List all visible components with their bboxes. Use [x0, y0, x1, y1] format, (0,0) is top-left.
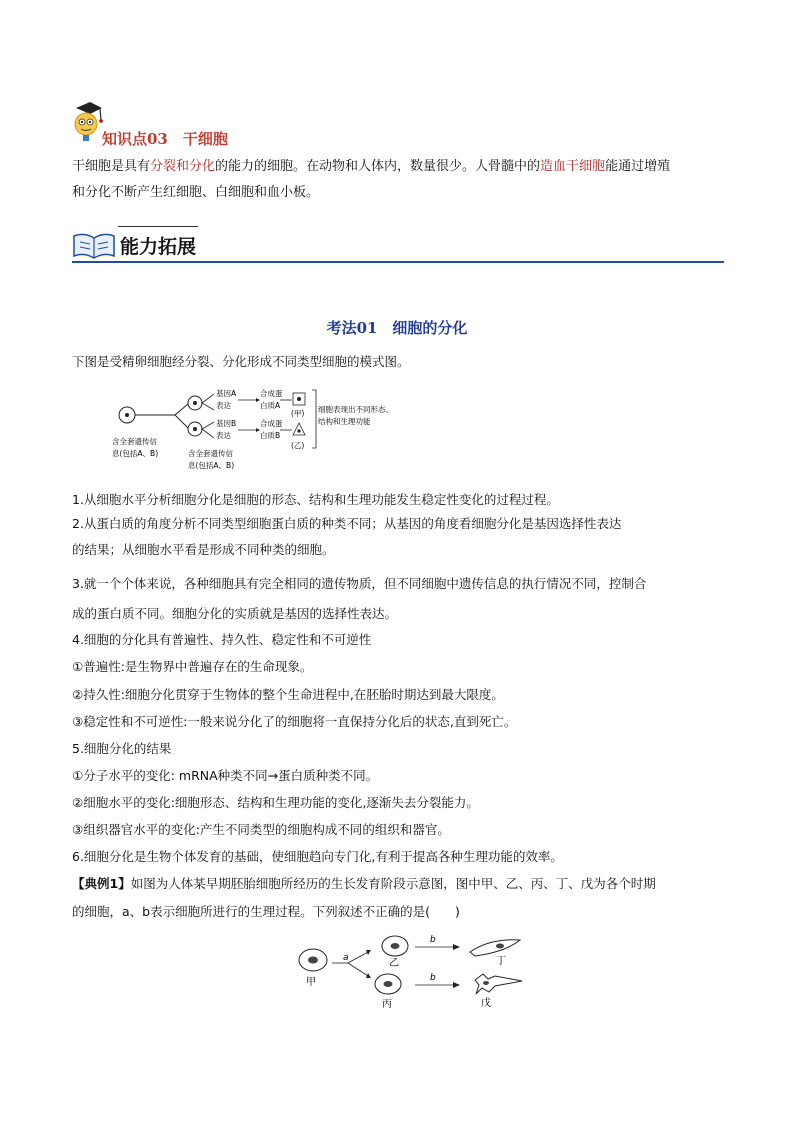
diagram-label: 细胞表现出不同形态、	[318, 405, 393, 414]
process-a-label: a	[343, 953, 349, 963]
point-4: 4.细胞的分化具有普遍性、持久性、稳定性和不可逆性	[72, 632, 372, 647]
point-5: 5.细胞分化的结果	[72, 741, 172, 756]
diagram-label: 表达	[216, 401, 231, 410]
example-text: 如图为人体某早期胚胎细胞所经历的生长发育阶段示意图，图中甲、乙、丙、丁、戊为各个时期	[130, 876, 656, 891]
cell-ding-label: 丁	[496, 956, 506, 967]
knowledge-point-paragraph	[72, 154, 724, 206]
diagram-label: 基因A	[216, 389, 237, 398]
method-intro: 下图是受精卵细胞经分裂、分化形成不同类型细胞的模式图。	[72, 354, 410, 369]
point-5c: ③组织器官水平的变化:产生不同类型的细胞构成不同的组织和器官。	[72, 822, 450, 837]
point-4b: ②持久性:细胞分化贯穿于生物体的整个生命进程中,在胚胎时期达到最大限度。	[72, 687, 504, 702]
embryo-cell-diagram	[290, 930, 540, 1010]
method-title: 考法01 细胞的分化	[326, 319, 468, 337]
diagram-label: (乙)	[291, 441, 305, 450]
diagram-label: 合成蛋	[260, 389, 283, 398]
diagram-label: 含全套遗传信	[188, 449, 233, 458]
scholar-mascot-icon	[70, 100, 104, 144]
knowledge-point-title: 知识点03 干细胞	[102, 130, 228, 148]
section-rule	[72, 261, 724, 263]
diagram-label: 结构和生理功能	[318, 417, 371, 426]
para-text: 和分化不断产生红细胞、白细胞和血小板。	[72, 185, 320, 200]
diagram-label: 表达	[216, 431, 231, 440]
example-line-1	[72, 874, 724, 894]
diagram-label: 白质B	[260, 431, 281, 440]
cell-bing-label: 丙	[382, 999, 392, 1010]
diagram-label: 合成蛋	[260, 419, 283, 428]
cell-yi-label: 乙	[389, 958, 399, 969]
point-2-line-1: 2.从蛋白质的角度分析不同类型细胞蛋白质的种类不同；从基因的角度看细胞分化是基因选择性表达	[72, 516, 622, 531]
highlight-text: 分裂和分化	[150, 159, 216, 174]
process-b-label: b	[430, 973, 436, 983]
point-5a: ①分子水平的变化: mRNA种类不同→蛋白质种类不同。	[72, 768, 379, 783]
differentiation-diagram	[110, 382, 430, 477]
diagram-label: (甲)	[291, 409, 305, 418]
diagram-label: 含全套遗传信	[112, 437, 157, 446]
point-4a: ①普遍性:是生物界中普遍存在的生命现象。	[72, 659, 313, 674]
open-book-icon	[72, 228, 116, 260]
highlight-text: 造血干细胞	[540, 159, 606, 174]
process-b-label: b	[430, 935, 436, 945]
para-text: 干细胞是具有	[72, 159, 151, 174]
diagram-label: 白质A	[260, 401, 281, 410]
example-line-2: 的细胞，a、b表示细胞所进行的生理过程。下列叙述不正确的是( )	[72, 904, 460, 919]
section-top-rule	[118, 226, 198, 227]
point-3-line-2: 成的蛋白质不同。细胞分化的实质就是基因的选择性表达。	[72, 606, 398, 621]
section-title: 能力拓展	[120, 236, 197, 258]
point-4c: ③稳定性和不可逆性:一般来说分化了的细胞将一直保持分化后的状态,直到死亡。	[72, 714, 517, 729]
para-text: 能通过增殖	[605, 159, 671, 174]
point-3-line-1: 3.就一个个体来说，各种细胞具有完全相同的遗传物质，但不同细胞中遗传信息的执行情况不同，控制合	[72, 576, 647, 591]
diagram-label: 息(包括A、B)	[188, 461, 235, 470]
point-2-line-2: 的结果；从细胞水平看是形成不同种类的细胞。	[72, 542, 335, 557]
cell-wu-label: 戊	[481, 998, 491, 1009]
point-5b: ②细胞水平的变化:细胞形态、结构和生理功能的变化,逐渐失去分裂能力。	[72, 795, 479, 810]
example-tag: 【典例1】	[72, 876, 131, 891]
cell-jia-label: 甲	[306, 977, 316, 988]
point-1: 1.从细胞水平分析细胞分化是细胞的形态、结构和生理功能发生稳定性变化的过程过程。	[72, 492, 559, 507]
point-6: 6.细胞分化是生物个体发育的基础，使细胞趋向专门化,有利于提高各种生理功能的效率。	[72, 849, 563, 864]
diagram-label: 基因B	[216, 419, 237, 428]
diagram-label: 息(包括A、B)	[112, 449, 159, 458]
para-text: 的能力的细胞。在动物和人体内，数量很少。人骨髓中的	[215, 159, 541, 174]
